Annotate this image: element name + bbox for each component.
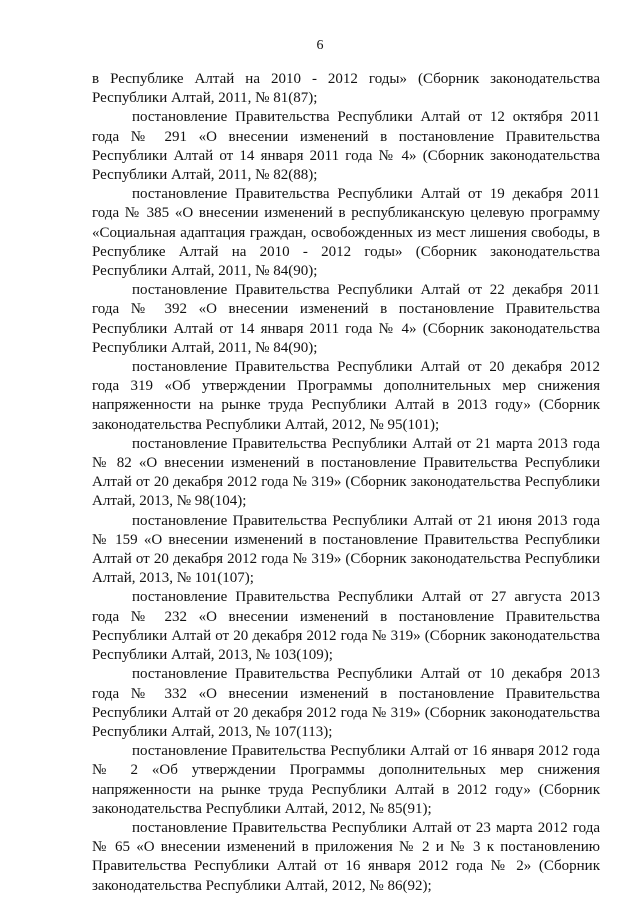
paragraph: постановление Правительства Республики Алтай от 21 марта 2013 года № 82 «О внесении изменений в постановление Правительства Республики Алтай от 20 декабря 2012 года № 319» (Сборник законодательства Республики Алтай, 2013, № 98(104); <box>92 435 600 510</box>
paragraph: постановление Правительства Республики Алтай от 21 июня 2013 года № 159 «О внесении изменений в постановление Правительства Республики Алтай от 20 декабря 2012 года № 319» (Сборник законодательства Республики Алтай, 2013, № 101(107); <box>92 512 600 587</box>
paragraph: постановление Правительства Республики Алтай от 22 декабря 2011 года № 392 «О внесении изменений в постановление Правительства Республики Алтай от 14 января 2011 года № 4» (Сборник законодательства Республики Алтай, 2011, № 84(90); <box>92 282 600 356</box>
paragraph: постановление Правительства Республики Алтай от 20 декабря 2012 года 319 «Об утверждении Программы дополнительных мер снижения напряженности на рынке труда Республики Алтай в 2013 году» (Сборник законодательства Республики Алтай, 2012, № 95(101); <box>92 359 600 433</box>
paragraph: постановление Правительства Республики Алтай от 16 января 2012 года № 2 «Об утверждении Программы дополнительных мер снижения напряженности на рынке труда Республики Алтай в 2012 году» (Сборник законодательства Республики Алтай, 2012, № 85(91); <box>92 743 600 817</box>
paragraph: постановление Правительства Республики Алтай от 19 декабря 2011 года № 385 «О внесении изменений в республиканскую целевую программу «Социальная адаптация граждан, освобожденных из мест лишения свободы, в Республике Алтай на 2010 - 2012 годы» (Сборник законодательства Республики Алтай, 2011, № 84(90); <box>92 186 600 280</box>
paragraph: в Республике Алтай на 2010 - 2012 годы» (Сборник законодательства Республики Алтай, 2011, № 81(87); <box>92 71 600 107</box>
paragraph: постановление Правительства Республики Алтай от 27 августа 2013 года № 232 «О внесении изменений в постановление Правительства Республики Алтай от 20 декабря 2012 года № 319» (Сборник законодательства Республики Алтай, 2013, № 103(109); <box>92 589 600 664</box>
paragraph: постановление Правительства Республики Алтай от 23 марта 2012 года № 65 «О внесении изменений в приложения № 2 и № 3 к постановлению Правительства Республики Алтай от 16 января 2012 года № 2» (Сборник законодательства Республики Алтай, 2012, № 86(92); <box>92 819 600 894</box>
paragraph: постановление Правительства Республики Алтай от 12 октября 2011 года № 291 «О внесении изменений в постановление Правительства Республики Алтай от 14 января 2011 года № 4» (Сборник законодательства Республики Алтай, 2011, № 82(88); <box>92 109 600 184</box>
page-number: 6 <box>316 38 324 53</box>
document-body <box>92 70 600 896</box>
paragraph: постановление Правительства Республики Алтай от 10 декабря 2013 года № 332 «О внесении изменений в постановление Правительства Республики Алтай от 20 декабря 2012 года № 319» (Сборник законодательства Республики Алтай, 2013, № 107(113); <box>92 666 600 740</box>
